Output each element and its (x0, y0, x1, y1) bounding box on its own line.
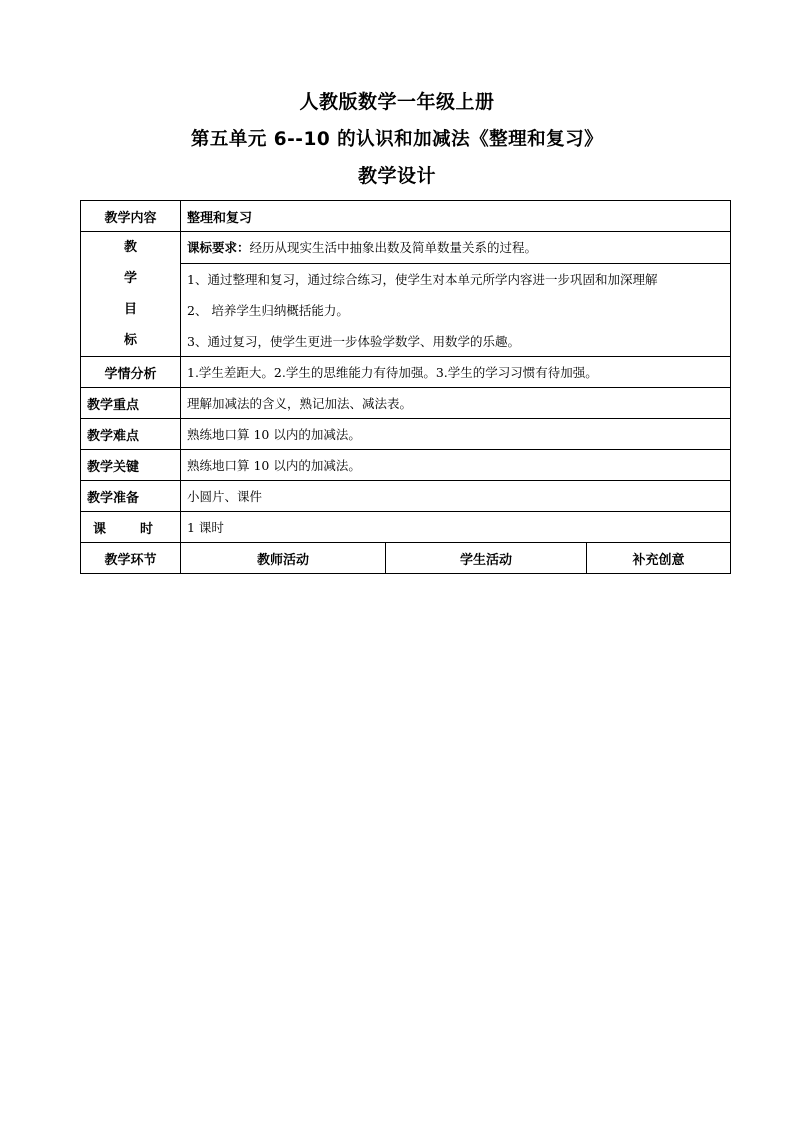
label-difficulty: 教学难点 (81, 419, 181, 450)
goal-3: 3、通过复习，使学生更进一步体验学数学、用数学的乐趣。 (181, 325, 731, 356)
label-analysis: 学情分析 (81, 357, 181, 388)
header-extra-ideas: 补充创意 (587, 543, 731, 574)
row-analysis (81, 357, 731, 388)
value-difficulty: 熟练地口算 10 以内的加减法。 (181, 419, 731, 450)
value-requirement (181, 232, 731, 264)
hours-label-a: 课 (93, 521, 107, 537)
value-key-point: 理解加减法的含义，熟记加法、减法表。 (181, 388, 731, 419)
row-goals-requirement (81, 232, 731, 264)
goal-char-3: 目 (123, 302, 137, 317)
value-hours: 1 课时 (181, 512, 731, 543)
row-preparation (81, 481, 731, 512)
requirement-text: 经历从现实生活中抽象出数及简单数量关系的过程。 (249, 240, 538, 256)
label-preparation: 教学准备 (81, 481, 181, 512)
doc-title-design: 教学设计 (357, 165, 436, 187)
label-crux: 教学关键 (81, 450, 181, 481)
goal-2: 2、 培养学生归纳概括能力。 (181, 295, 731, 326)
doc-title-textbook: 人教版数学一年级上册 (299, 91, 495, 113)
label-hours (81, 512, 181, 543)
lesson-plan-table (80, 200, 731, 574)
goal-char-4: 标 (123, 333, 137, 348)
row-section-headers (81, 543, 731, 574)
title-block (0, 84, 794, 195)
label-content: 教学内容 (81, 201, 181, 232)
value-content: 整理和复习 (181, 201, 731, 232)
row-key-point (81, 388, 731, 419)
row-difficulty (81, 419, 731, 450)
value-preparation: 小圆片、课件 (181, 481, 731, 512)
row-content (81, 201, 731, 232)
requirement-label: 课标要求： (187, 240, 250, 256)
label-key-point: 教学重点 (81, 388, 181, 419)
header-teacher-activity: 教师活动 (181, 543, 386, 574)
header-student-activity: 学生活动 (386, 543, 587, 574)
header-teaching-link: 教学环节 (81, 543, 181, 574)
label-goals (81, 232, 181, 357)
goal-1: 1、通过整理和复习，通过综合练习，使学生对本单元所学内容进一步巩固和加深理解 (181, 263, 731, 294)
hours-label-b: 时 (140, 521, 154, 537)
row-hours (81, 512, 731, 543)
doc-title-unit: 第五单元 6--10 的认识和加减法《整理和复习》 (190, 129, 604, 150)
goal-char-1: 教 (123, 240, 137, 255)
value-analysis: 1.学生差距大。2.学生的思维能力有待加强。3.学生的学习习惯有待加强。 (181, 357, 731, 388)
row-crux (81, 450, 731, 481)
value-crux: 熟练地口算 10 以内的加减法。 (181, 450, 731, 481)
goal-char-2: 学 (123, 271, 137, 286)
